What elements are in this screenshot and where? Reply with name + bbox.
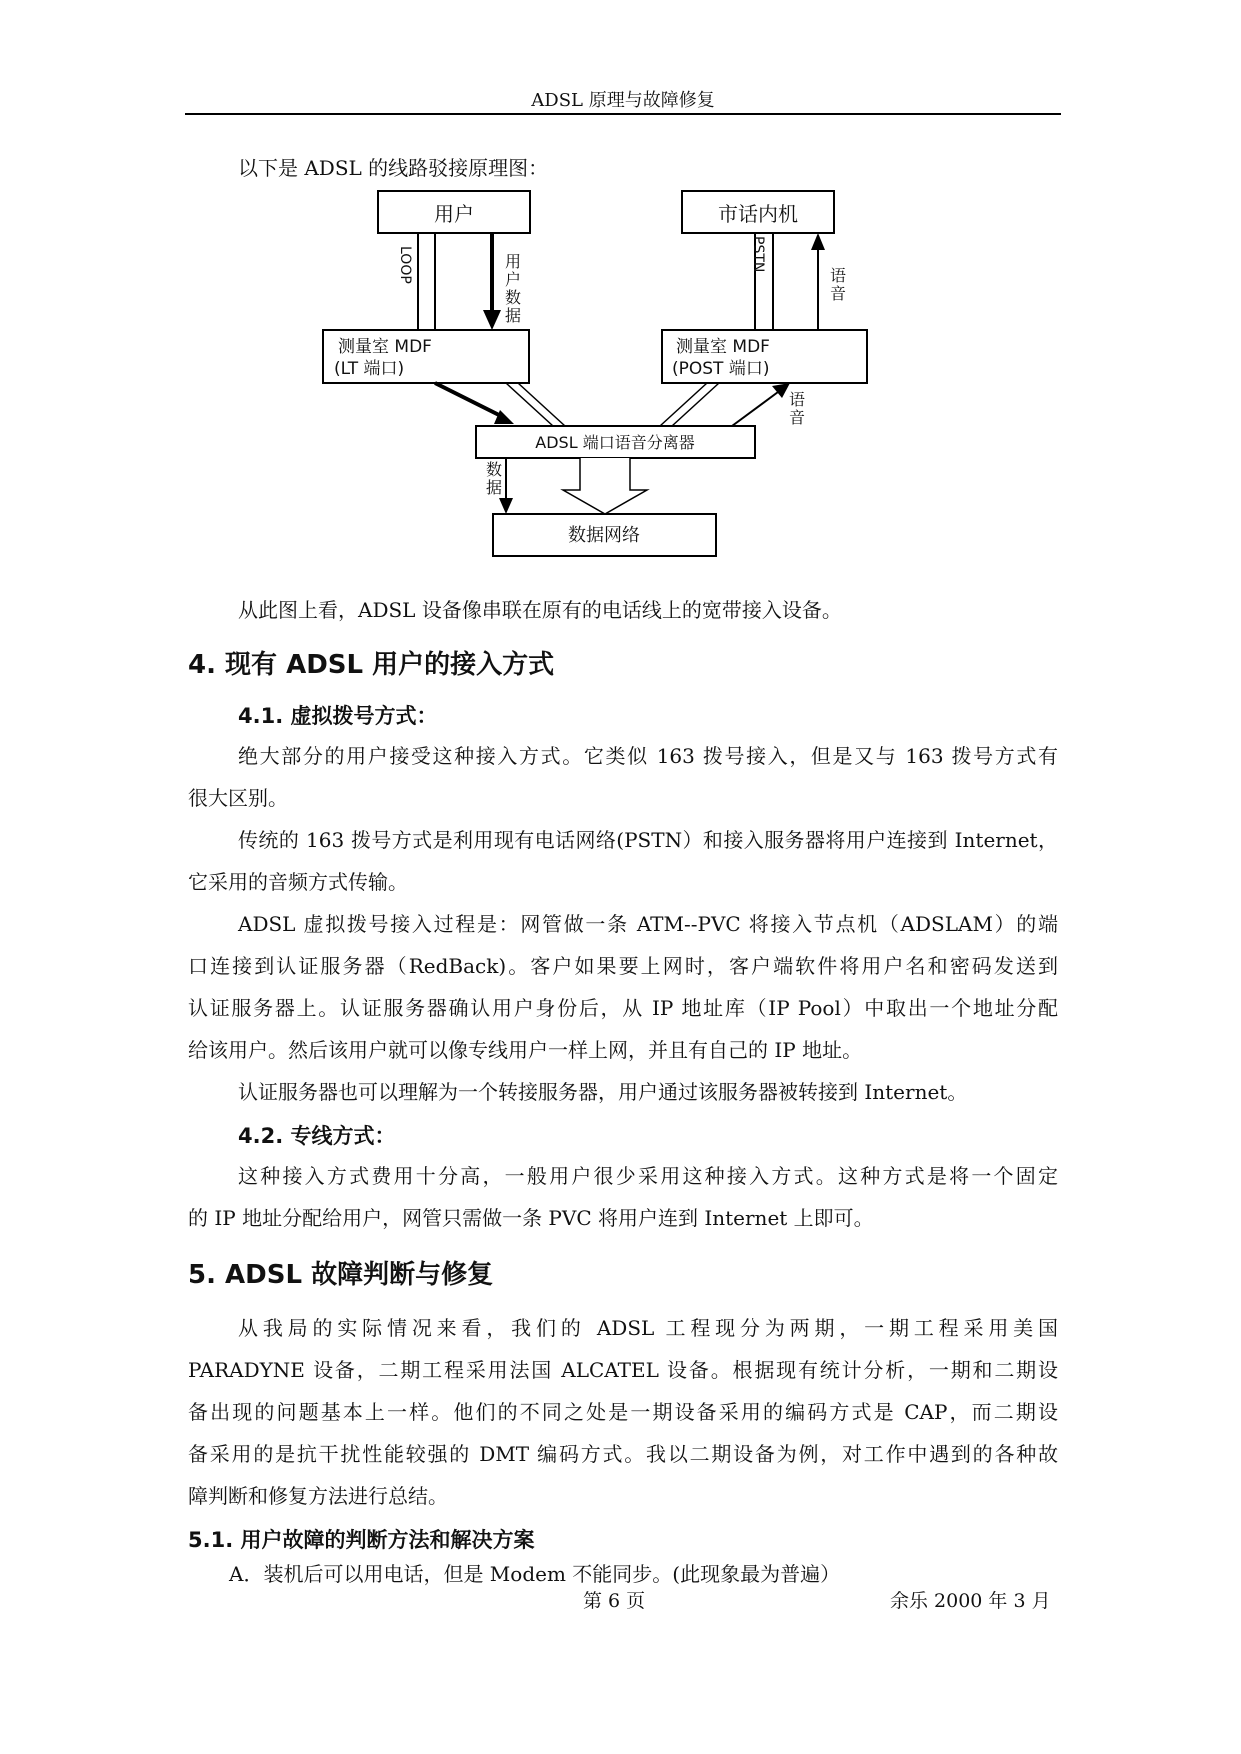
voice-char-1: 语 xyxy=(830,266,847,285)
splitter-label: ADSL 端口语音分离器 xyxy=(535,433,695,452)
section-5-1-title: 5.1. 用户故障的判断方法和解决方案 xyxy=(188,1528,535,1552)
mdf-post-label-2: (POST 端口) xyxy=(672,359,770,379)
author-date: 余乐 2000 年 3 月 xyxy=(890,1590,1051,1612)
voice-char-2: 音 xyxy=(830,284,847,303)
voice2-char-2: 音 xyxy=(789,408,806,427)
paragraph-line: 绝大部分的用户接受这种接入方式。它类似 163 拨号接入，但是又与 163 拨号方式有 xyxy=(238,744,1058,768)
adsl-wiring-diagram xyxy=(0,0,1241,580)
mdf-post-label-1: 测量室 MDF xyxy=(676,337,770,357)
user-label: 用户 xyxy=(434,202,474,226)
running-header: ADSL 原理与故障修复 xyxy=(531,90,715,111)
data-char-1: 数 xyxy=(486,460,503,479)
section-5-title: 5. ADSL 故障判断与修复 xyxy=(188,1260,494,1290)
paragraph-line: 很大区别。 xyxy=(188,786,288,810)
section-4-2-title: 4.2. 专线方式： xyxy=(238,1124,396,1148)
user-data-char-1: 用 xyxy=(505,252,522,271)
mdf-lt-label-2: (LT 端口) xyxy=(334,359,405,379)
intro-text: 以下是 ADSL 的线路驳接原理图： xyxy=(238,156,549,180)
paragraph-line: 认证服务器上。认证服务器确认用户身份后，从 IP 地址库（IP Pool）中取出一个地址分配 xyxy=(188,996,1058,1020)
paragraph-line: 传统的 163 拨号方式是利用现有电话网络(PSTN）和接入服务器将用户连接到 Internet， xyxy=(238,828,1058,852)
user-data-char-3: 数 xyxy=(505,288,522,307)
user-data-char-2: 户 xyxy=(505,270,522,289)
paragraph-line: 认证服务器也可以理解为一个转接服务器，用户通过该服务器被转接到 Internet。 xyxy=(238,1080,968,1104)
paragraph-line: 备出现的问题基本上一样。他们的不同之处是一期设备采用的编码方式是 CAP，而二期设 xyxy=(188,1400,1058,1424)
page-number: 第 6 页 xyxy=(583,1590,646,1612)
data-char-2: 据 xyxy=(486,478,503,497)
paragraph-line: 这种接入方式费用十分高，一般用户很少采用这种接入方式。这种方式是将一个固定 xyxy=(238,1164,1058,1188)
pstn-label: PSTN xyxy=(750,236,766,273)
paragraph-line: PARADYNE 设备，二期工程采用法国 ALCATEL 设备。根据现有统计分析，一期和二期设 xyxy=(188,1358,1058,1382)
diagram-conclusion: 从此图上看，ADSL 设备像串联在原有的电话线上的宽带接入设备。 xyxy=(238,598,842,622)
user-data-char-4: 据 xyxy=(505,306,522,325)
list-item-a: A．装机后可以用电话，但是 Modem 不能同步。(此现象最为普遍） xyxy=(229,1562,841,1586)
paragraph-line: 障判断和修复方法进行总结。 xyxy=(188,1484,448,1508)
loop-label: LOOP xyxy=(397,246,413,284)
mdf-lt-label-1: 测量室 MDF xyxy=(338,337,432,357)
section-4-title: 4. 现有 ADSL 用户的接入方式 xyxy=(188,650,555,680)
paragraph-line: ADSL 虚拟拨号接入过程是：网管做一条 ATM--PVC 将接入节点机（ADSLAM）的端 xyxy=(238,912,1058,936)
paragraph-line: 给该用户。然后该用户就可以像专线用户一样上网，并且有自己的 IP 地址。 xyxy=(188,1038,863,1062)
voice2-char-1: 语 xyxy=(789,390,806,409)
paragraph-line: 的 IP 地址分配给用户，网管只需做一条 PVC 将用户连到 Internet 上即可。 xyxy=(188,1206,874,1230)
section-4-1-title: 4.1. 虚拟拨号方式： xyxy=(238,704,438,728)
paragraph-line: 备采用的是抗干扰性能较强的 DMT 编码方式。我以二期设备为例，对工作中遇到的各种故 xyxy=(188,1442,1058,1466)
paragraph-line: 口连接到认证服务器（RedBack)。客户如果要上网时，客户端软件将用户名和密码发送到 xyxy=(188,954,1058,978)
data-network-label: 数据网络 xyxy=(568,525,640,546)
paragraph-line: 从我局的实际情况来看，我们的 ADSL 工程现分为两期，一期工程采用美国 xyxy=(238,1316,1058,1340)
local-phone-label: 市话内机 xyxy=(718,202,798,226)
paragraph-line: 它采用的音频方式传输。 xyxy=(188,870,408,894)
